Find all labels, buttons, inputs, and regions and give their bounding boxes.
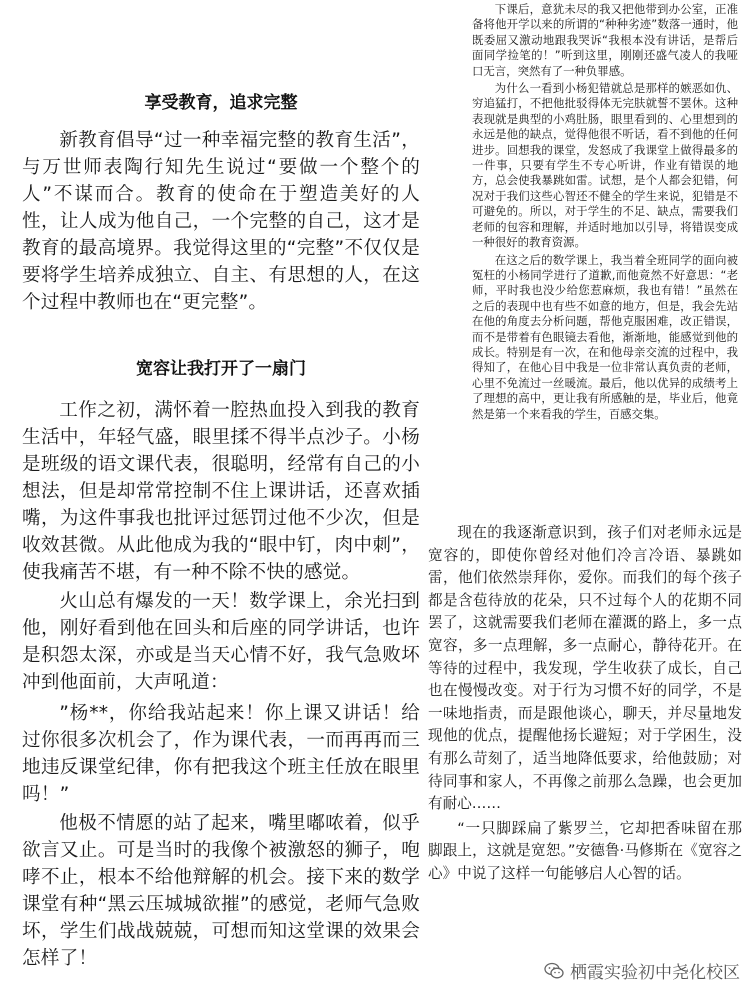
- right-top-column: [472, 2, 738, 422]
- left-column: [22, 82, 420, 972]
- paragraph: “一只脚踩扁了紫罗兰，它却把香味留在那脚跟上，这就是宽恕。”安德鲁·马修斯在《宽容之心》中说了这样一句能够启人心智的话。: [428, 819, 742, 882]
- section-title-1: 享受教育，追求完整: [144, 93, 298, 113]
- watermark: [544, 958, 740, 983]
- paragraph: 为什么一看到小杨犯错就总是那样的嫉恶如仇、穷追猛打，不把他批驳得体无完肤就誓不罢休。这种表现就是典型的小鸡肚肠，眼里看到的、心里想到的永远是他的缺点，觉得他很不听话，看不到他的任何进步。回想我的课堂，发怒成了我课堂上做得最多的一件事，只要有学生不专心听讲，作业有错误的地方，总会使我暴跳如雷。试想，是个人都会犯错，何况对于我们这些心智还不健全的学生来说，犯错是不可避免的。所以，对于学生的不足、缺点，需要我们老师的包容和理解，并适时地加以引导，将错误变成一种很好的教育资源。: [472, 81, 738, 250]
- right-bottom-column: [428, 522, 742, 886]
- paragraph: 新教育倡导“过一种幸福完整的教育生活”，与万世师表陶行知先生说过“要做一个整个的人”不谋而合。教育的使命在于塑造美好的人性，让人成为他自己，一个完整的自己，这才是教育的最高境界。我觉得这里的“完整”不仅仅是要将学生培养成独立、自主、有思想的人，在这个过程中教师也在“更完整”。: [22, 130, 420, 313]
- paragraph: 现在的我逐渐意识到，孩子们对老师永远是宽容的，即使你曾经对他们冷言冷语、暴跳如雷，他们依然崇拜你，爱你。而我们的每个孩子都是含苞待放的花朵，只不过每个人的花期不同罢了，这就需要我们老师在灌溉的路上，多一点宽容，多一点理解，多一点耐心，静待花开。在等待的过程中，我发现，学生收获了成长，自己也在慢慢改变。对于行为习惯不好的同学，不是一味地指责，而是跟他谈心，聊天，并尽量地发现他的优点，提醒他扬长避短；对于学困生，没有那么苛刻了，适当地降低要求，给他鼓励；对待同事和家人，不再像之前那么急躁，也会更加有耐心……: [428, 524, 742, 813]
- paragraph: 他极不情愿的站了起来，嘴里嘟哝着，似乎欲言又止。可是当时的我像个被激怒的狮子，咆哮不止，根本不给他辩解的机会。接下来的数学课堂有种“黑云压城城欲摧”的感觉，老师气急败坏，学生们战战兢兢，可想而知这堂课的效果会怎样了！: [22, 813, 420, 969]
- paragraph: 下课后，意犹未尽的我又把他带到办公室，正准备将他开学以来的所谓的“种种劣迹”数落一通时，他既委屈又激动地跟我哭诉“我根本没有讲话，是帮后面同学捡笔的！”听到这里，刚刚还盛气凌人的我哑口无言，突然有了一种负罪感。: [472, 2, 738, 78]
- paragraph: 在这之后的数学课上，我当着全班同学的面向被冤枉的小杨同学进行了道歉,而他竟然不好意思：“老师，平时我也没少给您惹麻烦，我也有错！”虽然在之后的表现中也有些不如意的地方，但是，我会先站在他的角度去分析问题，帮他克服困难，改正错误，而不是带着有色眼镜去看他，渐渐地，能感觉到他的成长。特别是有一次，在和他母亲交流的过程中，我得知了，在他心目中我是一位非常认真负责的老师，心里不免流过一丝暖流。最后，他以优异的成绩考上了理想的高中，更让我有所感触的是，毕业后，他竟然是第一个来看我的学生，百感交集。: [472, 252, 738, 421]
- quote-paragraph: ”杨**，你给我站起来！你上课又讲话！给过你很多次机会了，作为课代表，一而再再而三地违反课堂纪律，你有把我这个班主任放在眼里吗！”: [22, 703, 420, 805]
- wechat-icon: [544, 962, 564, 980]
- section-title-2: 宽容让我打开了一扇门: [136, 359, 306, 379]
- paragraph: 工作之初，满怀着一腔热血投入到我的教育生活中，年轻气盛，眼里揉不得半点沙子。小杨是班级的语文课代表，很聪明，经常有自己的小想法，但是却常常控制不住上课讲话，还喜欢插嘴，为这件事我也批评过惩罚过他不少次，但是收效甚微。从此他成为我的“眼中钉，肉中刺”，使我痛苦不堪，有一种不除不快的感觉。: [22, 400, 420, 583]
- watermark-text: 栖霞实验初中尧化校区: [570, 963, 740, 983]
- paragraph: 火山总有爆发的一天！数学课上，余光扫到他，刚好看到他在回头和后座的同学讲话，也许是积怨太深，亦或是当天心情不好，我气急败坏冲到他面前，大声吼道：: [22, 591, 420, 693]
